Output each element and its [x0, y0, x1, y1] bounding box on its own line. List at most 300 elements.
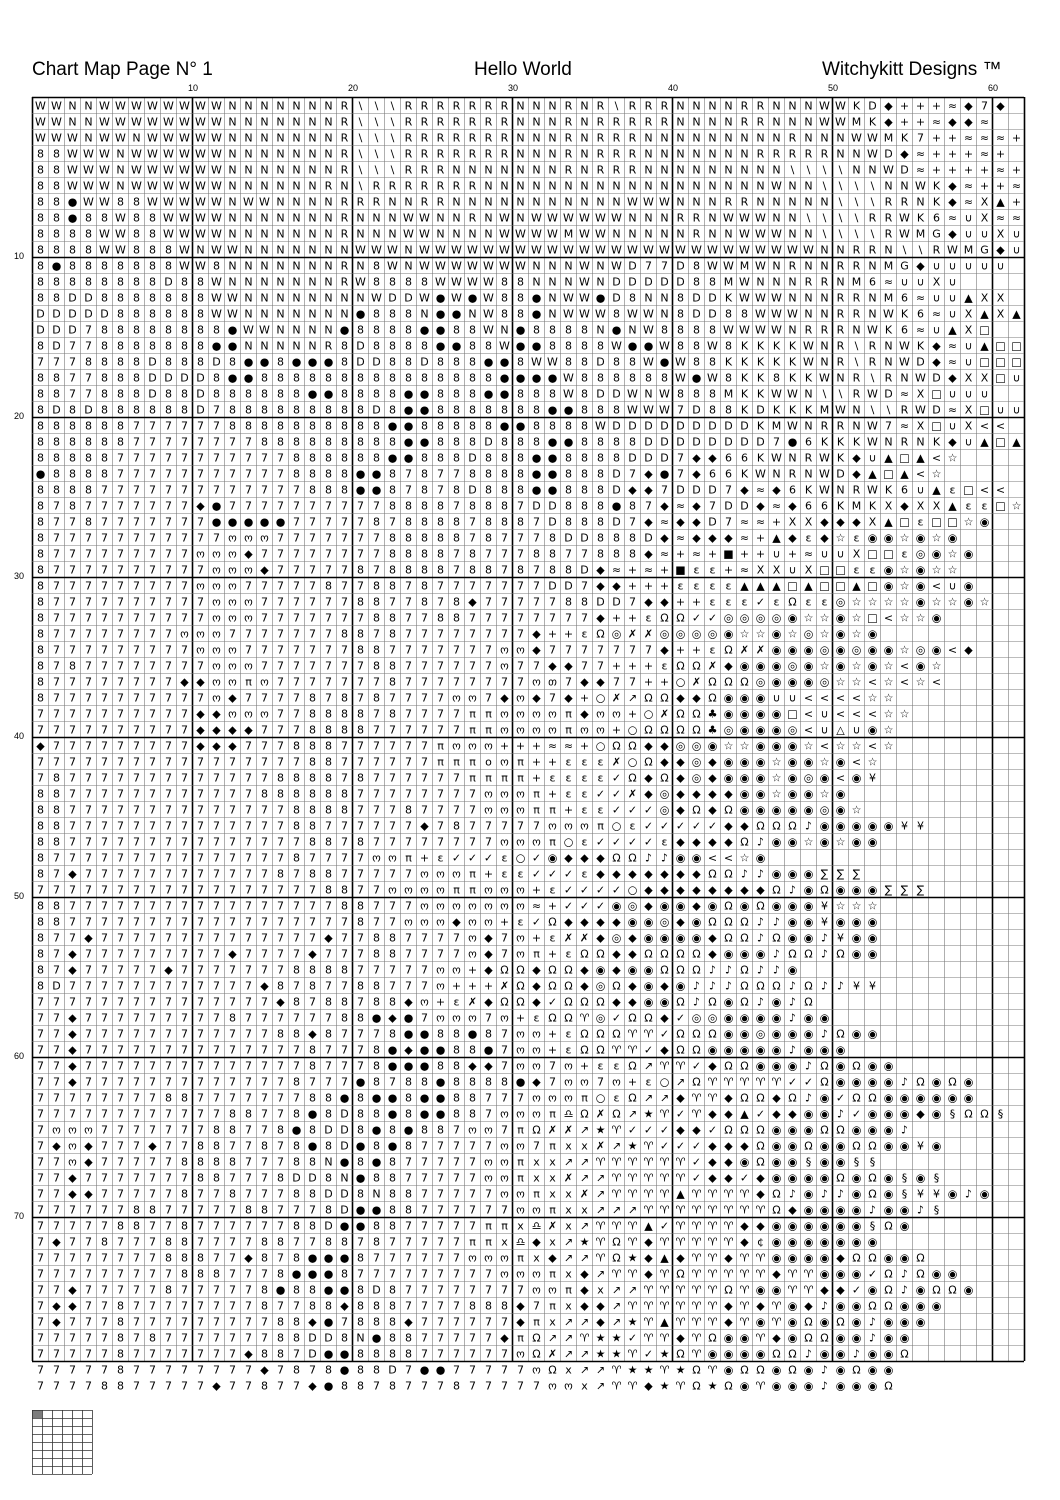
stitch-symbol: 7 [85, 724, 92, 737]
stitch-symbol: ◉ [900, 1092, 910, 1105]
stitch-symbol: ◆ [228, 948, 237, 961]
stitch-symbol: R [469, 100, 477, 113]
stitch-symbol: ◆ [804, 1300, 813, 1313]
stitch-symbol: ✗ [612, 756, 621, 769]
stitch-symbol: N [292, 132, 300, 145]
stitch-symbol: D [484, 436, 492, 449]
stitch-symbol: 7 [117, 500, 124, 513]
stitch-symbol: ◉ [772, 1172, 782, 1185]
stitch-symbol: 7 [485, 1012, 492, 1025]
stitch-symbol: < [980, 420, 989, 433]
stitch-symbol: N [292, 260, 300, 273]
stitch-symbol: ▲ [932, 484, 941, 497]
stitch-symbol: ● [484, 388, 494, 401]
stitch-symbol: W [195, 148, 206, 161]
stitch-symbol: 8 [357, 1124, 364, 1137]
stitch-symbol: 8 [117, 1332, 124, 1345]
stitch-symbol: § [998, 1108, 1004, 1121]
stitch-symbol: 7 [85, 1076, 92, 1089]
stitch-symbol: 7 [261, 500, 268, 513]
stitch-symbol: ◆ [612, 948, 621, 961]
stitch-symbol: D [692, 292, 700, 305]
stitch-symbol: 8 [613, 532, 620, 545]
stitch-symbol: ✗ [660, 708, 669, 721]
stitch-symbol: 8 [421, 564, 428, 577]
stitch-symbol: ◉ [820, 1348, 830, 1361]
stitch-symbol: π [565, 1284, 572, 1297]
stitch-symbol: 7 [229, 1220, 236, 1233]
stitch-symbol: ♪ [789, 1188, 796, 1201]
stitch-symbol: ▲ [804, 580, 813, 593]
stitch-symbol: ◉ [820, 772, 830, 785]
stitch-symbol: ◆ [612, 580, 621, 593]
stitch-symbol: ☆ [836, 900, 846, 913]
stitch-symbol: ◉ [804, 1044, 814, 1057]
stitch-symbol: ☆ [804, 836, 814, 849]
stitch-symbol: ε [630, 820, 636, 833]
stitch-symbol: ≈ [692, 548, 701, 561]
stitch-symbol: R [325, 180, 333, 193]
stitch-symbol: ♈ [660, 1284, 670, 1297]
stitch-symbol: W [99, 196, 110, 209]
stitch-symbol: 7 [37, 1156, 44, 1169]
stitch-symbol: ∪ [1012, 244, 1020, 257]
stitch-symbol: ♈ [628, 1380, 638, 1393]
stitch-symbol: 7 [149, 772, 156, 785]
stitch-symbol: 7 [37, 1172, 44, 1185]
stitch-symbol: ✗ [548, 1124, 557, 1137]
stitch-symbol: ◆ [260, 564, 269, 577]
stitch-symbol: 7 [293, 612, 300, 625]
stitch-symbol: 7 [405, 676, 412, 689]
stitch-symbol: N [548, 132, 556, 145]
stitch-symbol: ◉ [788, 804, 798, 817]
stitch-symbol: 8 [469, 372, 476, 385]
stitch-symbol: ◉ [788, 772, 798, 785]
stitch-symbol: 7 [405, 708, 412, 721]
stitch-symbol: ◆ [692, 884, 701, 897]
stitch-symbol: 7 [357, 948, 364, 961]
stitch-symbol: 7 [85, 580, 92, 593]
stitch-symbol: ო [468, 1124, 477, 1137]
stitch-symbol: ≈ [948, 100, 957, 113]
stitch-symbol: 7 [421, 660, 428, 673]
stitch-symbol: 8 [309, 1044, 316, 1057]
stitch-symbol: ◉ [804, 1124, 814, 1137]
stitch-symbol: ◉ [724, 628, 734, 641]
stitch-symbol: K [741, 404, 749, 417]
stitch-symbol: W [147, 148, 158, 161]
stitch-symbol: N [276, 308, 284, 321]
stitch-symbol: ◉ [964, 596, 974, 609]
stitch-symbol: 7 [149, 836, 156, 849]
stitch-symbol: 7 [533, 1140, 540, 1153]
stitch-symbol: ● [532, 340, 542, 353]
stitch-symbol: 7 [453, 628, 460, 641]
stitch-symbol: 7 [213, 996, 220, 1009]
stitch-symbol: + [644, 660, 653, 673]
stitch-symbol: Ω [612, 1028, 620, 1041]
stitch-symbol: R [421, 116, 429, 129]
stitch-symbol: 8 [325, 468, 332, 481]
stitch-symbol: D [740, 420, 748, 433]
stitch-symbol: 8 [181, 292, 188, 305]
stitch-symbol: ▲ [884, 452, 893, 465]
stitch-symbol: D [356, 356, 364, 369]
stitch-symbol: N [820, 196, 828, 209]
stitch-symbol: 7 [213, 452, 220, 465]
stitch-symbol: ◉ [836, 1204, 846, 1217]
stitch-symbol: R [853, 292, 861, 305]
stitch-symbol: W [179, 164, 190, 177]
stitch-symbol: 7 [101, 1092, 108, 1105]
stitch-symbol: N [372, 1188, 380, 1201]
stitch-symbol: 7 [181, 1300, 188, 1313]
stitch-symbol: ● [276, 516, 286, 529]
stitch-symbol: ◉ [868, 532, 878, 545]
stitch-symbol: R [565, 100, 573, 113]
stitch-symbol: N [724, 116, 732, 129]
stitch-symbol: D [692, 420, 700, 433]
stitch-symbol: ◉ [804, 1108, 814, 1121]
stitch-symbol: ● [292, 356, 302, 369]
stitch-symbol: R [837, 260, 845, 273]
stitch-symbol: ◆ [68, 1076, 77, 1089]
stitch-symbol: N [772, 212, 780, 225]
stitch-symbol: 7 [341, 756, 348, 769]
stitch-symbol: W [739, 244, 750, 257]
stitch-symbol: 7 [85, 852, 92, 865]
stitch-symbol: 7 [309, 628, 316, 641]
stitch-symbol: N [468, 228, 476, 241]
stitch-symbol: 8 [101, 388, 108, 401]
stitch-symbol: R [885, 228, 893, 241]
stitch-symbol: π [437, 740, 444, 753]
stitch-symbol: 8 [309, 1124, 316, 1137]
stitch-symbol: W [147, 132, 158, 145]
stitch-symbol: ო [532, 676, 541, 689]
stitch-symbol: 8 [53, 804, 60, 817]
stitch-symbol: ო [68, 1156, 77, 1169]
stitch-symbol: ≈ [740, 564, 749, 577]
stitch-symbol: □ [883, 548, 893, 561]
stitch-symbol: 8 [325, 580, 332, 593]
stitch-symbol: ◉ [724, 756, 734, 769]
stitch-symbol: 7 [725, 516, 732, 529]
stitch-symbol: 7 [421, 1012, 428, 1025]
stitch-symbol: 7 [85, 1284, 92, 1297]
stitch-symbol: 8 [357, 324, 364, 337]
stitch-symbol: 7 [165, 884, 172, 897]
stitch-symbol: R [837, 420, 845, 433]
stitch-symbol: 8 [85, 356, 92, 369]
stitch-symbol: 7 [261, 1268, 268, 1281]
stitch-symbol: D [100, 308, 108, 321]
stitch-symbol: 7 [37, 1220, 44, 1233]
stitch-symbol: ♈ [644, 1284, 654, 1297]
stitch-symbol: 8 [389, 324, 396, 337]
stitch-symbol: N [692, 100, 700, 113]
stitch-symbol: 7 [357, 580, 364, 593]
stitch-symbol: ♪ [773, 948, 780, 961]
stitch-symbol: ◉ [692, 852, 702, 865]
stitch-symbol: 8 [437, 372, 444, 385]
stitch-symbol: 7 [533, 1380, 540, 1393]
stitch-symbol: 7 [309, 884, 316, 897]
stitch-symbol: ◉ [932, 644, 942, 657]
stitch-symbol: Ω [948, 1076, 956, 1089]
stitch-symbol: W [579, 260, 590, 273]
stitch-symbol: □ [963, 484, 973, 497]
stitch-symbol: 8 [213, 1124, 220, 1137]
stitch-symbol: G [932, 228, 941, 241]
stitch-symbol: N [276, 260, 284, 273]
stitch-symbol: 7 [357, 932, 364, 945]
stitch-symbol: ◆ [644, 772, 653, 785]
stitch-symbol: ≈ [756, 484, 765, 497]
stitch-symbol: 7 [213, 532, 220, 545]
row-number: 70 [14, 1211, 24, 1221]
stitch-symbol: 8 [485, 516, 492, 529]
stitch-symbol: ● [228, 516, 238, 529]
stitch-symbol: ◉ [788, 1236, 798, 1249]
stitch-symbol: 7 [389, 836, 396, 849]
stitch-symbol: ◉ [756, 756, 766, 769]
stitch-symbol: ◉ [916, 1284, 926, 1297]
stitch-symbol: Ω [516, 996, 524, 1009]
stitch-symbol: 8 [69, 452, 76, 465]
stitch-symbol: 7 [453, 1140, 460, 1153]
stitch-symbol: W [707, 372, 718, 385]
stitch-symbol: R [885, 212, 893, 225]
stitch-symbol: ◉ [772, 1364, 782, 1377]
stitch-symbol: 7 [181, 1124, 188, 1137]
stitch-symbol: 7 [261, 580, 268, 593]
stitch-symbol: N [564, 260, 572, 273]
stitch-symbol: 8 [213, 372, 220, 385]
stitch-symbol: Ω [772, 820, 780, 833]
stitch-symbol: ◉ [772, 1284, 782, 1297]
stitch-symbol: 7 [53, 660, 60, 673]
stitch-symbol: 7 [453, 948, 460, 961]
stitch-symbol: 8 [277, 436, 284, 449]
stitch-symbol: ◆ [196, 724, 205, 737]
stitch-symbol: 8 [309, 1300, 316, 1313]
stitch-symbol: ♈ [692, 1220, 702, 1233]
stitch-symbol: N [276, 180, 284, 193]
stitch-symbol: W [707, 340, 718, 353]
stitch-symbol: 7 [261, 740, 268, 753]
stitch-symbol: 8 [197, 356, 204, 369]
stitch-symbol: 7 [53, 964, 60, 977]
stitch-symbol: 7 [149, 1028, 156, 1041]
stitch-symbol: π [565, 708, 572, 721]
stitch-symbol: R [741, 100, 749, 113]
stitch-symbol: 8 [229, 404, 236, 417]
stitch-symbol: 7 [101, 916, 108, 929]
stitch-symbol: ✓ [644, 804, 653, 817]
stitch-symbol: ✓ [644, 1348, 653, 1361]
stitch-symbol: ∪ [964, 260, 972, 273]
stitch-symbol: 7 [101, 1268, 108, 1281]
stitch-symbol: W [467, 260, 478, 273]
stitch-symbol: ◉ [836, 1300, 846, 1313]
stitch-symbol: 8 [373, 1044, 380, 1057]
stitch-symbol: 8 [325, 724, 332, 737]
stitch-symbol: Ω [676, 1348, 684, 1361]
stitch-symbol: ო [228, 676, 237, 689]
stitch-symbol: 7 [197, 1236, 204, 1249]
stitch-symbol: ◆ [948, 196, 957, 209]
stitch-symbol: ♈ [740, 1316, 750, 1329]
stitch-symbol: 7 [85, 1236, 92, 1249]
stitch-symbol: + [1012, 132, 1021, 145]
stitch-symbol: W [435, 244, 446, 257]
stitch-symbol: 7 [181, 1172, 188, 1185]
stitch-symbol: W [419, 212, 430, 225]
stitch-symbol: ε [566, 1028, 572, 1041]
stitch-symbol: 8 [517, 404, 524, 417]
stitch-symbol: π [469, 708, 476, 721]
stitch-symbol: ↗ [612, 1316, 621, 1329]
stitch-symbol: W [707, 260, 718, 273]
stitch-symbol: ∪ [964, 228, 972, 241]
stitch-symbol: Ω [692, 708, 700, 721]
stitch-symbol: 8 [53, 452, 60, 465]
stitch-symbol: W [787, 308, 798, 321]
stitch-symbol: + [532, 884, 541, 897]
stitch-symbol: W [531, 212, 542, 225]
stitch-symbol: 8 [85, 516, 92, 529]
stitch-symbol: N [788, 292, 796, 305]
stitch-symbol: ◉ [788, 740, 798, 753]
stitch-symbol: R [821, 420, 829, 433]
stitch-symbol: 7 [133, 1028, 140, 1041]
stitch-symbol: 7 [357, 964, 364, 977]
stitch-symbol: Ω [628, 852, 636, 865]
stitch-symbol: N [324, 148, 332, 161]
stitch-symbol: 7 [197, 980, 204, 993]
stitch-symbol: 7 [165, 436, 172, 449]
stitch-symbol: 7 [341, 836, 348, 849]
stitch-symbol: 7 [213, 1284, 220, 1297]
stitch-symbol: W [67, 148, 78, 161]
stitch-symbol: 7 [117, 980, 124, 993]
stitch-symbol: ● [212, 516, 222, 529]
stitch-symbol: ◆ [948, 436, 957, 449]
stitch-symbol: X [965, 324, 973, 337]
stitch-symbol: 8 [373, 1236, 380, 1249]
stitch-symbol: ◉ [740, 756, 750, 769]
stitch-symbol: Ω [548, 980, 556, 993]
stitch-symbol: N [484, 180, 492, 193]
stitch-symbol: 7 [37, 1316, 44, 1329]
stitch-symbol: ◉ [804, 788, 814, 801]
stitch-symbol: ● [228, 324, 238, 337]
stitch-symbol: 7 [165, 660, 172, 673]
stitch-symbol: 7 [165, 628, 172, 641]
stitch-symbol: ≈ [676, 500, 685, 513]
stitch-symbol: 7 [181, 468, 188, 481]
stitch-symbol: 7 [37, 1108, 44, 1121]
stitch-symbol: ◉ [772, 1012, 782, 1025]
stitch-symbol: 8 [293, 1284, 300, 1297]
stitch-symbol: W [803, 356, 814, 369]
stitch-symbol: 8 [293, 772, 300, 785]
stitch-symbol: 7 [133, 788, 140, 801]
stitch-symbol: N [660, 132, 668, 145]
stitch-symbol: 7 [69, 740, 76, 753]
stitch-symbol: Ω [612, 980, 620, 993]
stitch-symbol: W [115, 132, 126, 145]
stitch-symbol: 7 [197, 1028, 204, 1041]
stitch-symbol: 8 [453, 1028, 460, 1041]
stitch-symbol: ◉ [884, 1172, 894, 1185]
stitch-symbol: ≈ [1012, 180, 1021, 193]
stitch-symbol: 7 [293, 564, 300, 577]
stitch-symbol: ო [516, 788, 525, 801]
stitch-symbol: ♈ [596, 1236, 606, 1249]
stitch-symbol: □ [787, 580, 797, 593]
stitch-symbol: 8 [453, 356, 460, 369]
stitch-symbol: \ [839, 180, 843, 193]
stitch-symbol: ო [228, 532, 237, 545]
stitch-symbol: \ [839, 228, 843, 241]
stitch-symbol: N [628, 180, 636, 193]
stitch-symbol: 7 [117, 724, 124, 737]
stitch-symbol: 7 [245, 580, 252, 593]
stitch-symbol: W [691, 244, 702, 257]
stitch-symbol: ¥ [869, 980, 876, 993]
stitch-symbol: თ [548, 676, 557, 689]
stitch-symbol: W [867, 148, 878, 161]
stitch-symbol: ◆ [596, 580, 605, 593]
stitch-symbol: 7 [405, 1172, 412, 1185]
stitch-symbol: D [180, 372, 188, 385]
stitch-symbol: ◆ [212, 708, 221, 721]
stitch-symbol: W [803, 244, 814, 257]
stitch-symbol: 8 [357, 372, 364, 385]
stitch-symbol: R [821, 324, 829, 337]
stitch-symbol: 7 [341, 532, 348, 545]
stitch-symbol: D [340, 1140, 348, 1153]
stitch-symbol: 7 [437, 1156, 444, 1169]
stitch-symbol: X [933, 276, 941, 289]
stitch-symbol: 8 [261, 1348, 268, 1361]
stitch-symbol: ♪ [789, 1012, 796, 1025]
stitch-symbol: ◆ [628, 980, 637, 993]
stitch-symbol: ◆ [580, 676, 589, 689]
stitch-symbol: 7 [453, 708, 460, 721]
stitch-symbol: 8 [341, 692, 348, 705]
stitch-symbol: ო [468, 1012, 477, 1025]
stitch-symbol: D [708, 436, 716, 449]
stitch-symbol: D [308, 1332, 316, 1345]
stitch-symbol: 7 [293, 884, 300, 897]
stitch-symbol: D [148, 356, 156, 369]
stitch-symbol: Ω [500, 996, 508, 1009]
stitch-symbol: 7 [421, 628, 428, 641]
stitch-symbol: K [773, 404, 781, 417]
stitch-symbol: § [934, 1204, 940, 1217]
stitch-symbol: + [676, 548, 685, 561]
stitch-symbol: ∪ [964, 340, 972, 353]
stitch-symbol: ◆ [772, 1092, 781, 1105]
stitch-symbol: \ [615, 100, 619, 113]
stitch-symbol: N [660, 180, 668, 193]
stitch-symbol: 7 [37, 1060, 44, 1073]
stitch-symbol: 8 [149, 260, 156, 273]
